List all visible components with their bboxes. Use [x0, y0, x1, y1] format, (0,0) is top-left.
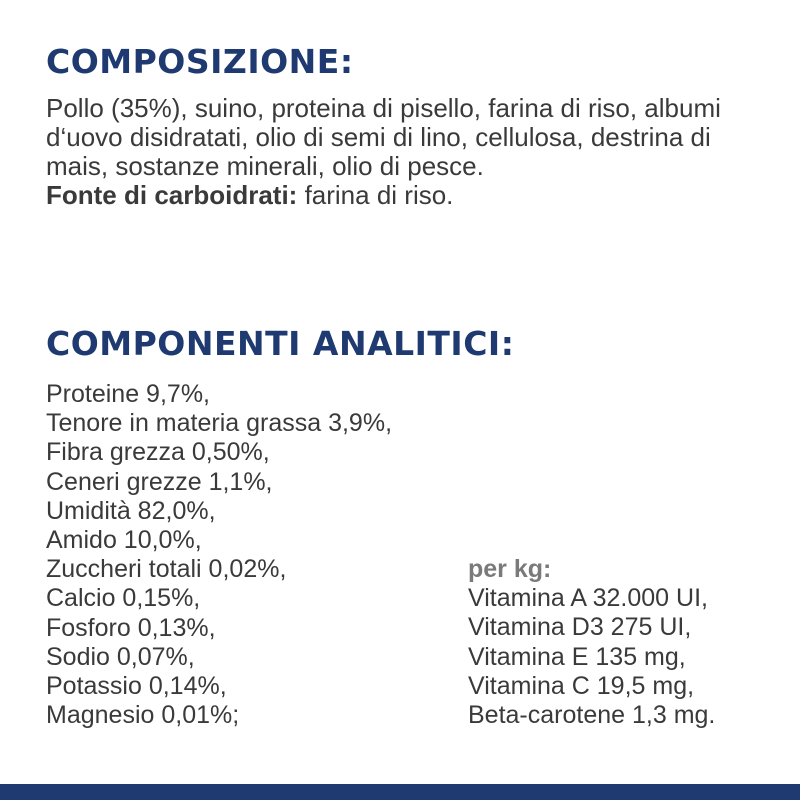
carbohydrate-source-value: farina di riso. [297, 180, 454, 210]
analytics-item: Magnesio 0,01%; [46, 701, 240, 730]
analytics-heading: COMPONENTI ANALITICI: [46, 324, 515, 363]
vitamin-item: Vitamina A 32.000 UI, [468, 584, 708, 613]
analytics-item: Amido 10,0%, [46, 526, 202, 555]
composition-heading: COMPOSIZIONE: [46, 42, 354, 81]
analytics-list [46, 380, 392, 730]
vitamin-item: Vitamina D3 275 UI, [468, 613, 692, 642]
vitamin-item: Vitamina E 135 mg, [468, 642, 686, 671]
analytics-item: Tenore in materia grassa 3,9%, [46, 409, 393, 438]
ingredients-text: Pollo (35%), suino, proteina di pisello, farina di riso, albumi d‘uovo disidratati, olio di semi di lino, cellulosa, destrina di mais, sostanze minerali, olio di pesce. [46, 93, 721, 181]
analytics-item: Fibra grezza 0,50%, [46, 438, 270, 467]
vitamin-item: Vitamina C 19,5 mg, [468, 671, 695, 700]
analytics-item: Sodio 0,07%, [46, 642, 195, 671]
vitamins-section [468, 555, 715, 730]
per-kg-label: per kg: [468, 555, 552, 583]
analytics-item: Zuccheri totali 0,02%, [46, 555, 287, 584]
bottom-bar [0, 784, 800, 800]
analytics-item: Potassio 0,14%, [46, 672, 227, 701]
analytics-item: Fosforo 0,13%, [46, 613, 216, 642]
vitamin-item: Beta-carotene 1,3 mg. [468, 701, 716, 730]
analytics-item: Proteine 9,7%, [46, 380, 210, 408]
analytics-item: Ceneri grezze 1,1%, [46, 467, 273, 496]
vitamins-list [468, 584, 715, 730]
carbohydrate-source [46, 181, 776, 210]
analytics-item: Calcio 0,15%, [46, 584, 201, 613]
analytics-item: Umidità 82,0%, [46, 496, 216, 525]
carbohydrate-source-label: Fonte di carboidrati: [46, 180, 298, 210]
composition-section [46, 94, 776, 210]
